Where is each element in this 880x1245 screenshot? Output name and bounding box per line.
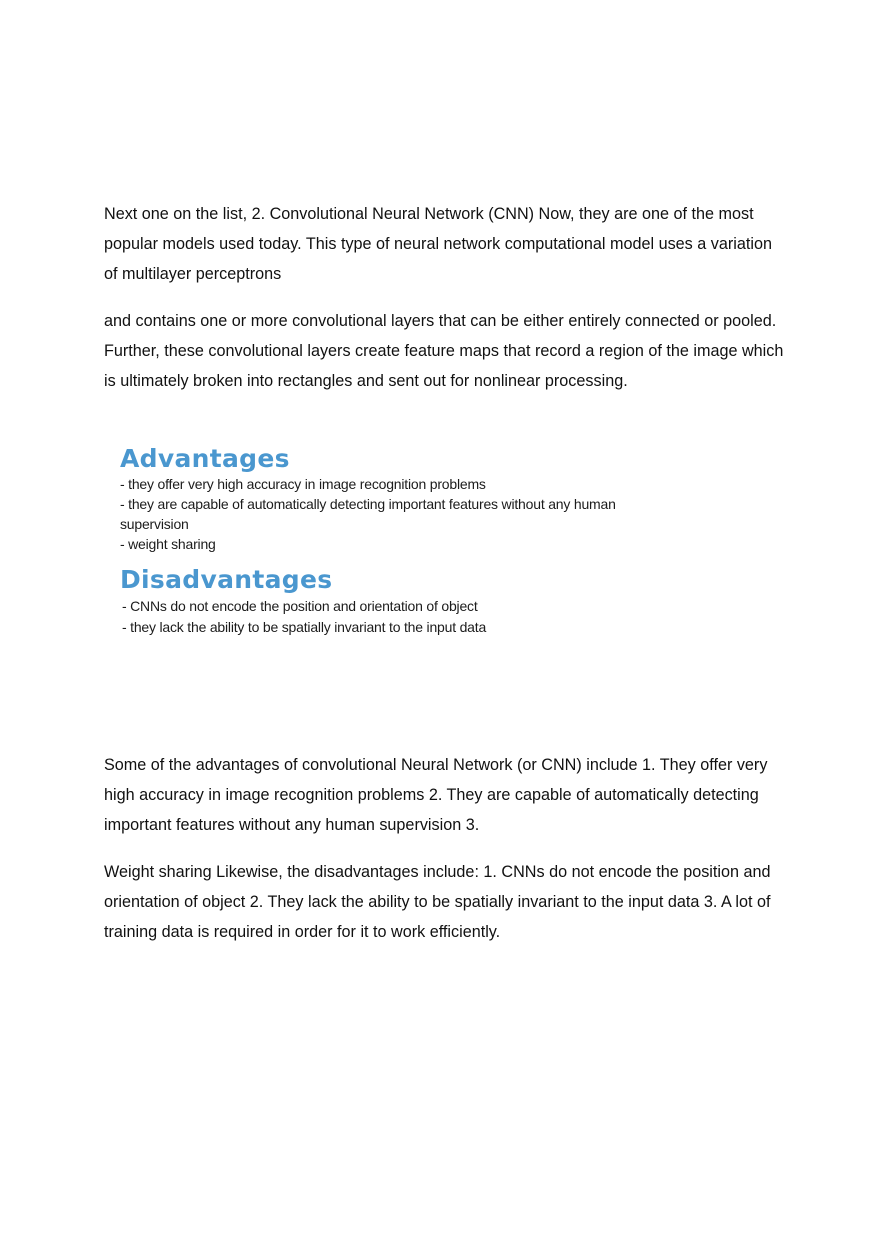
disadvantage-item: - CNNs do not encode the position and orientation of object	[122, 598, 478, 614]
paragraph-cnn-layers: and contains one or more convolutional layers that can be either entirely connected or pooled. Further, these convolutional layers create feature maps that record a region of the image which is ultimately broken into rectangles and sent out for nonlinear processing.	[104, 312, 784, 390]
advantage-item: - they offer very high accuracy in image recognition problems	[120, 476, 486, 492]
disadvantages-heading: Disadvantages	[120, 565, 333, 594]
advantage-item: - they are capable of automatically detecting important features without any human supervision	[120, 496, 616, 532]
disadvantages-list	[122, 596, 682, 638]
advantage-item: - weight sharing	[120, 536, 216, 552]
paragraph-cnn-intro: Next one on the list, 2. Convolutional Neural Network (CNN) Now, they are one of the most popular models used today. This type of neural network computational model uses a variation of multilayer perceptrons	[104, 205, 772, 283]
paragraph-cnn-disadvantages: Weight sharing Likewise, the disadvantages include: 1. CNNs do not encode the position and orientation of object 2. They lack the ability to be spatially invariant to the input data 3. A lot of training data is required in order for it to work efficiently.	[104, 863, 771, 941]
paragraph-cnn-advantages: Some of the advantages of convolutional Neural Network (or CNN) include 1. They offer very high accuracy in image recognition problems 2. They are capable of automatically detecting important features without any human supervision 3.	[104, 756, 768, 834]
disadvantage-item: - they lack the ability to be spatially invariant to the input data	[122, 619, 487, 635]
advantages-heading: Advantages	[120, 444, 290, 473]
advantages-list	[120, 474, 680, 554]
advantages-disadvantages-figure	[112, 440, 692, 650]
